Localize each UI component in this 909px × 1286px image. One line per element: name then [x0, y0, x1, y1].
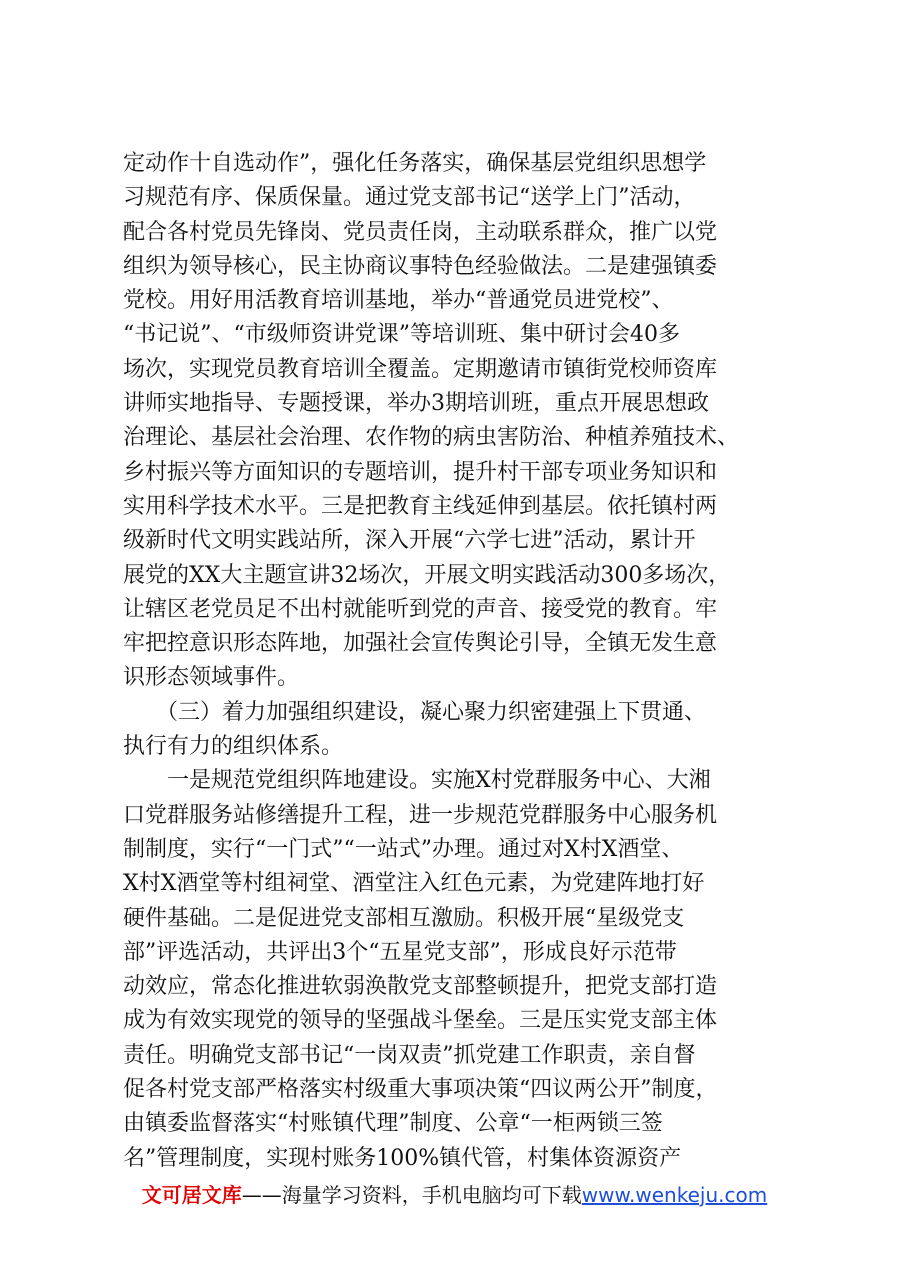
text-line: “书记说”、“市级师资讲党课”等培训班、集中研讨会40多: [123, 322, 680, 348]
text-line: 组织为领导核心，民主协商议事特色经验做法。二是建强镇委: [123, 253, 718, 279]
text-line: 硬件基础。二是促进党支部相互激励。积极开展“星级党支: [123, 905, 685, 931]
footer-description: ——海量学习资料，手机电脑均可下载: [241, 1183, 582, 1207]
text-line: 识形态领域事件。: [123, 665, 300, 691]
text-line: 配合各村党员先锋岗、党员责任岗，主动联系群众，推广以党: [123, 219, 718, 245]
footer-banner: [0, 1180, 909, 1210]
section-heading-line: （三）着力加强组织建设，凝心聚力织密建强上下贯通、: [123, 699, 707, 725]
text-line: 党校。用好用活教育培训基地，举办“普通党员进党校”、: [123, 288, 674, 314]
text-line: 场次，实现党员教育培训全覆盖。定期邀请市镇街党校师资库: [123, 356, 718, 382]
text-line: 乡村振兴等方面知识的专题培训，提升村干部专项业务知识和: [123, 459, 718, 485]
text-line: 责任。明确党支部书记“一岗双责”抓党建工作职责，亲自督: [123, 1042, 696, 1068]
text-line: 部”评选活动，共评出3个“五星党支部”，形成良好示范带: [123, 939, 677, 965]
text-line: 口党群服务站修缮提升工程，进一步规范党群服务中心服务机: [123, 802, 718, 828]
text-line: 成为有效实现党的领导的坚强战斗堡垒。三是压实党支部主体: [123, 1008, 718, 1034]
text-line: 动效应，常态化推进软弱涣散党支部整顿提升，把党支部打造: [123, 974, 718, 1000]
text-line: 定动作十自选动作”，强化任务落实，确保基层党组织思想学: [123, 151, 707, 176]
text-line: 展党的XX大主题宣讲32场次，开展文明实践活动300多场次，: [123, 562, 731, 588]
footer-brand: 文可居文库: [141, 1183, 242, 1207]
footer-website-link[interactable]: www.wenkeju.com: [581, 1183, 768, 1207]
text-line: 讲师实地指导、专题授课，举办3期培训班，重点开展思想政: [123, 391, 709, 417]
text-line: 级新时代文明实践站所，深入开展“六学七进”活动，累计开: [123, 528, 696, 554]
text-line: 由镇委监督落实“村账镇代理”制度、公章“一柜两锁三签: [123, 1111, 663, 1137]
section-heading-line: 执行有力的组织体系。: [123, 734, 344, 760]
text-line: 促各村党支部严格落实村级重大事项决策“四议两公开”制度，: [123, 1077, 718, 1103]
text-line: 名”管理制度，实现村账务100%镇代管，村集体资源资产: [123, 1145, 682, 1171]
text-line: X村X酒堂等村组祠堂、酒堂注入红色元素，为党建阵地打好: [123, 871, 705, 897]
text-line: 牢把控意识形态阵地，加强社会宣传舆论引导，全镇无发生意: [123, 631, 718, 657]
text-line: 让辖区老党员足不出村就能听到党的声音、接受党的教育。牢: [123, 596, 718, 622]
text-line: 一是规范党组织阵地建设。实施X村党群服务中心、大湘: [123, 768, 711, 794]
text-line: 制制度，实行“一门式”“一站式”办理。通过对X村X酒堂、: [123, 836, 684, 862]
text-line: 治理论、基层社会治理、农作物的病虫害防治、种植养殖技术、: [123, 425, 740, 451]
document-body: [123, 147, 795, 1176]
text-line: 实用科学技术水平。三是把教育主线延伸到基层。依托镇村两: [123, 493, 718, 519]
text-line: 习规范有序、保质保量。通过党支部书记“送学上门”活动，: [123, 185, 696, 211]
